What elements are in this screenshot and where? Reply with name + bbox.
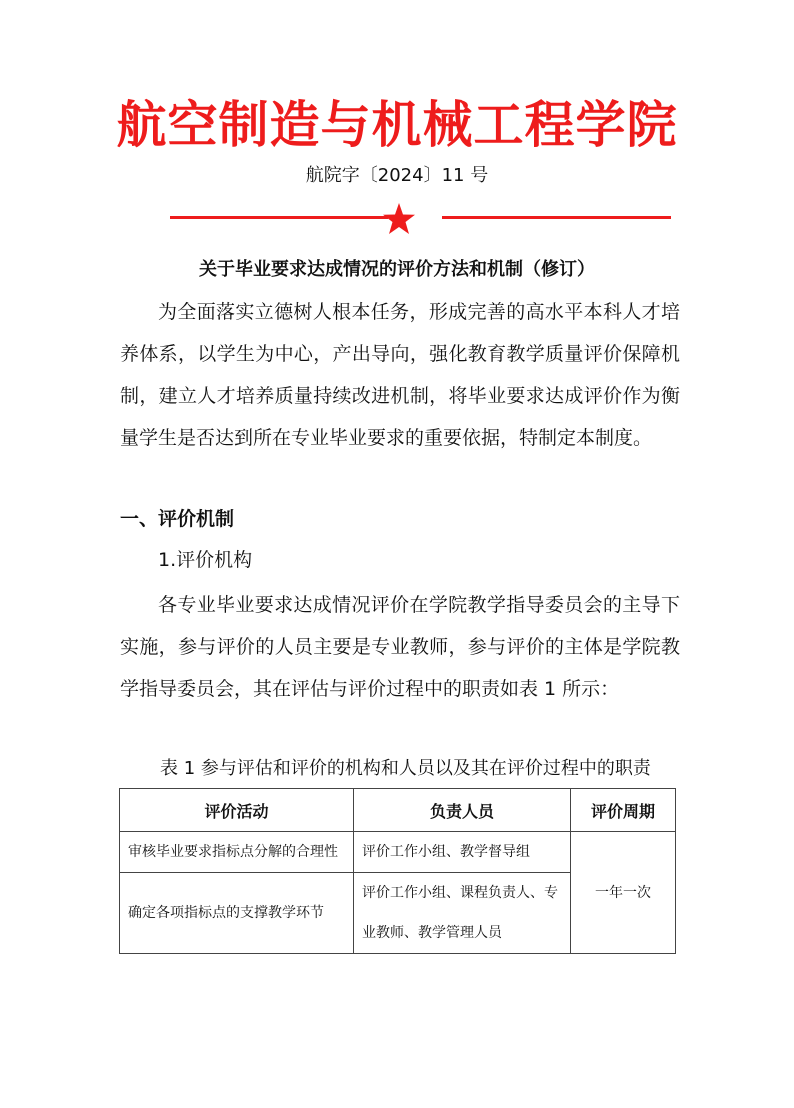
org-title: 航空制造与机械工程学院 [116, 96, 678, 154]
subsection-heading: 1.评价机构 [158, 549, 253, 571]
document-number: 航院字〔2024〕11 号 [305, 165, 489, 186]
red-divider-left [170, 216, 388, 219]
red-divider-right [442, 216, 671, 219]
cell-staff: 评价工作小组、教学督导组 [354, 832, 571, 873]
header-activity: 评价活动 [120, 789, 354, 832]
cell-activity: 确定各项指标点的支撑教学环节 [120, 873, 354, 954]
cell-staff: 评价工作小组、课程负责人、专业教师、教学管理人员 [354, 873, 571, 954]
document-title: 关于毕业要求达成情况的评价方法和机制（修订） [199, 259, 595, 280]
table-header-row [120, 789, 676, 832]
intro-paragraph: 为全面落实立德树人根本任务，形成完善的高水平本科人才培养体系，以学生为中心，产出导向，强化教育教学质量评价保障机制，建立人才培养质量持续改进机制，将毕业要求达成评价作为衡量学生是否达到所在专业毕业要求的重要依据，特制定本制度。 [120, 301, 680, 449]
header-cycle: 评价周期 [571, 789, 676, 832]
star-icon [382, 202, 416, 236]
header-staff: 负责人员 [354, 789, 571, 832]
cell-cycle: 一年一次 [571, 832, 676, 954]
section-heading: 一、评价机制 [120, 508, 235, 530]
table-row [120, 832, 676, 873]
cell-activity: 审核毕业要求指标点分解的合理性 [120, 832, 354, 873]
duty-table [119, 788, 676, 954]
table-caption: 表 1 参与评估和评价的机构和人员以及其在评价过程中的职责 [160, 758, 651, 779]
subsection-paragraph: 各专业毕业要求达成情况评价在学院教学指导委员会的主导下实施，参与评价的人员主要是专业教师，参与评价的主体是学院教学指导委员会，其在评估与评价过程中的职责如表 1 所示： [120, 594, 680, 700]
